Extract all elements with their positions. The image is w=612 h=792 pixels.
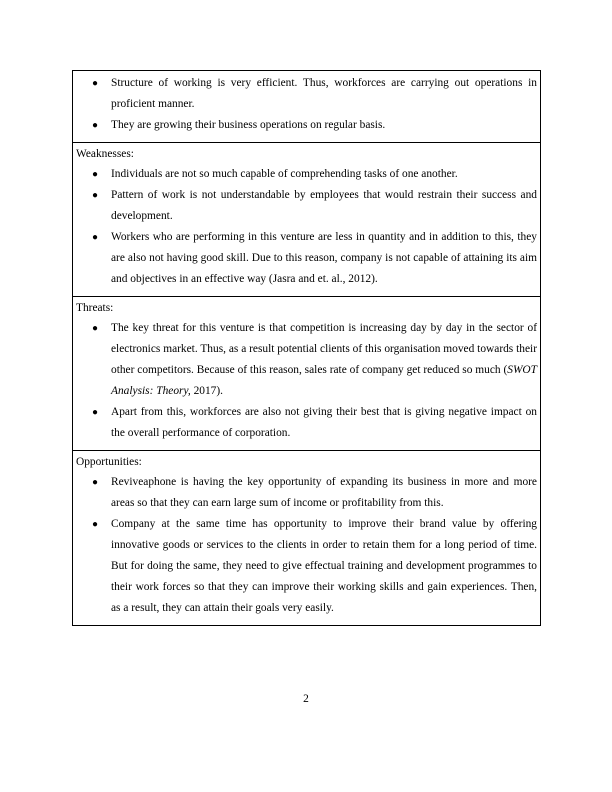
opportunities-heading: Opportunities: [76, 456, 142, 468]
bullet-icon: ● [92, 323, 99, 334]
weaknesses-heading: Weaknesses: [76, 148, 134, 160]
threats-list [76, 318, 537, 444]
list-item: ● Company at the same time has opportunity to improve their brand value by offering innovative goods or services to the clients in order to retain them for a long period of time. But for doing the same, they need to give effectual training and development programmes to their work forces so that they can improve their working skills and gain experiences. Then, as a result, they can attain their goals very easily. [111, 514, 537, 619]
list-item: ● Individuals are not so much capable of comprehending tasks of one another. [111, 164, 537, 185]
page-number: 2 [303, 693, 309, 705]
opportunities-cell [73, 450, 540, 625]
bullet-icon: ● [92, 169, 99, 180]
citation-title: SWOT Analysis: Theory, [111, 364, 537, 397]
weaknesses-cell [73, 142, 540, 296]
list-item: ● Workers who are performing in this venture are less in quantity and in addition to this, they are also not having good skill. Due to this reason, company is not capable of attaining its aim and objectives in an effective way (Jasra and et. al., 2012). [111, 227, 537, 290]
bullet-icon: ● [92, 190, 99, 201]
bullet-icon: ● [92, 519, 99, 530]
list-item: ● Apart from this, workforces are also not giving their best that is giving negative impact on the overall performance of corporation. [111, 402, 537, 444]
threats-cell [73, 296, 540, 450]
swot-table [72, 70, 541, 626]
weaknesses-list [76, 164, 537, 290]
bullet-icon: ● [92, 407, 99, 418]
list-item: ● Structure of working is very efficient. Thus, workforces are carrying out operations in proficient manner. [111, 73, 537, 115]
bullet-icon: ● [92, 78, 99, 89]
bullet-icon: ● [92, 232, 99, 243]
list-item: ● Pattern of work is not understandable by employees that would restrain their success and development. [111, 185, 537, 227]
bullet-icon: ● [92, 477, 99, 488]
strengths-list [76, 73, 537, 136]
opportunities-list [76, 472, 537, 619]
threats-heading: Threats: [76, 302, 114, 314]
list-item: ● The key threat for this venture is that competition is increasing day by day in the sector of electronics market. Thus, as a result potential clients of this organisation moved towards their other competitors. Because of this reason, sales rate of company get reduced so much (SWOT Analysis: Theory, 2017). [111, 318, 537, 402]
strengths-cell [73, 71, 540, 142]
list-item: ● They are growing their business operations on regular basis. [111, 115, 537, 136]
list-item: ● Reviveaphone is having the key opportunity of expanding its business in more and more areas so that they can earn large sum of income or profitability from this. [111, 472, 537, 514]
bullet-icon: ● [92, 120, 99, 131]
